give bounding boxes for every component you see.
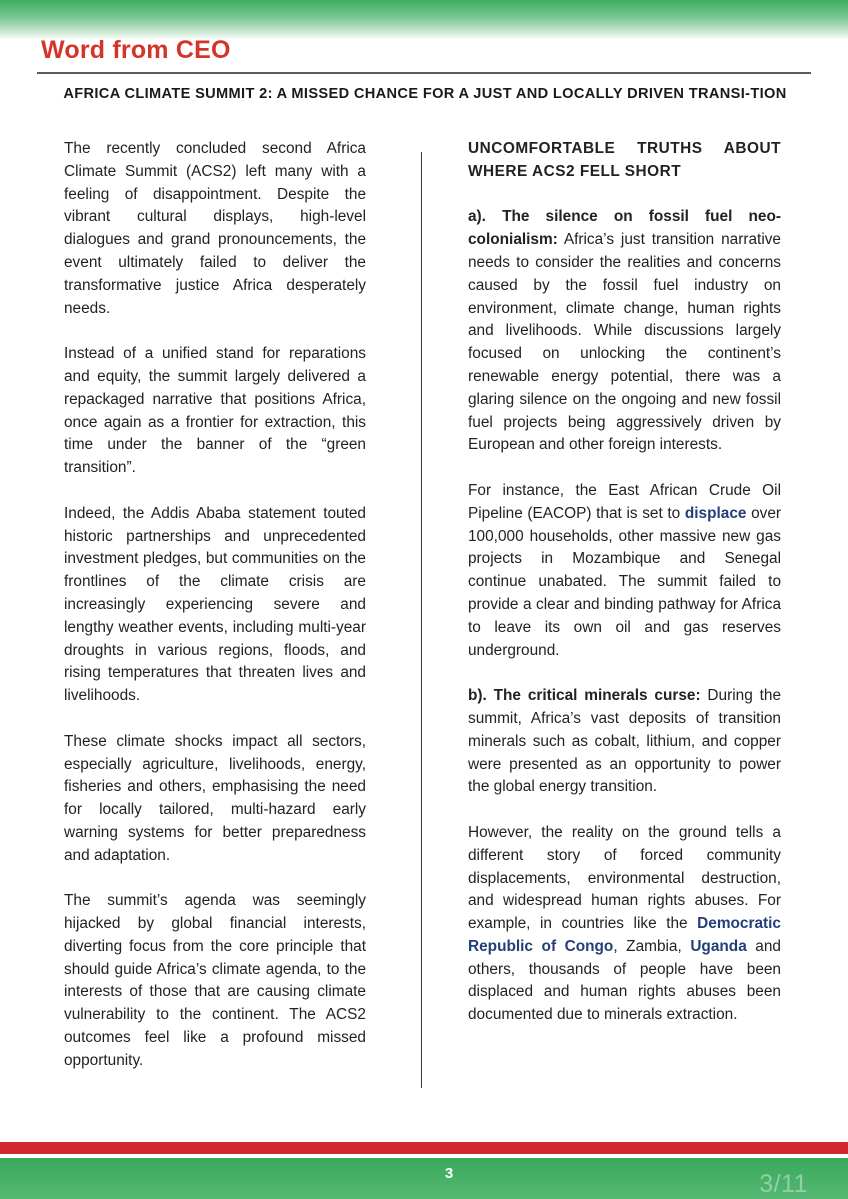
point-a-text: Africa’s just transition narrative needs to consider the realities and concerns caused by the fossil fuel industry on environment, climate change, human rights and livelihoods. While discussions largely focused on unlocking the continent’s renewable energy potential, there was a glaring silence on the ongoing and new fossil fuel projects being aggressively driven by European and other foreign interests.: [468, 231, 781, 454]
paragraph-climate-shocks: These climate shocks impact all sectors, especially agriculture, livelihoods, energy, fisheries and others, emphasising the need for locally tailored, multi-hazard early warning systems for better preparedness and adaptation.: [64, 732, 366, 864]
eacop-text-after: over 100,000 households, other massive new gas projects in Mozambique and Senegal continue unabated. The summit failed to provide a clear and binding pathway for Africa to leave its own oil and gas reserves underground.: [468, 504, 782, 659]
reality-text-after: and others, thousands of people have been displaced and human rights abuses been documented due to minerals extraction.: [468, 937, 781, 1024]
point-b-text: During the summit, Africa’s vast deposits of transition minerals such as cobalt, lithium, and copper were presented as an opportunity to power the global energy transition.: [468, 687, 781, 796]
title-divider: [37, 72, 811, 74]
paragraph-addis-statement: Indeed, the Addis Ababa statement touted historic partnerships and unprecedented investment pledges, but communities on the frontlines of the climate crisis are increasingly experiencing severe and lengthy weather events, including multi-year droughts in various regions, floods, and rising temperatures that threaten lives and livelihoods.: [64, 504, 366, 705]
top-green-band: [0, 0, 848, 40]
section-title: Word from CEO: [41, 36, 231, 64]
uganda-link[interactable]: Uganda: [690, 937, 747, 955]
paragraph-agenda-hijacked: The summit’s agenda was seemingly hijacked by global financial interests, diverting focus from the core principle that should guide Africa’s climate agenda, to the interests of those that are causing climate vulnerability to the continent. The ACS2 outcomes feel like a profound missed opportunity.: [64, 892, 366, 1069]
eacop-text-before: For instance, the East African Crude Oil Pipeline (EACOP) that is set to: [468, 481, 781, 522]
paragraph-intro: The recently concluded second Africa Climate Summit (ACS2) left many with a feeling of disappointment. Despite the vibrant cultural displays, high-level dialogues and grand pronouncements, the event ultimately failed to deliver the transformative justice Africa desperately needs.: [64, 140, 366, 317]
article-headline: AFRICA CLIMATE SUMMIT 2: A MISSED CHANCE FOR A JUST AND LOCALLY DRIVEN TRANSI-TION: [63, 86, 787, 102]
reality-text-before: However, the reality on the ground tells a different story of forced community displacements, environmental destruction, and widespread human rights abuses. For example, in countries like the: [468, 823, 781, 933]
column-divider: [421, 152, 422, 1088]
right-column: [468, 138, 781, 1050]
subheading-uncomfortable-truths: UNCOMFORTABLE TRUTHS ABOUT WHERE ACS2 FELL SHORT: [468, 140, 781, 180]
left-column: [64, 138, 366, 1095]
displace-link[interactable]: displace: [684, 504, 747, 522]
footer-red-stripe: [0, 1142, 848, 1154]
paragraph-eacop: [468, 480, 781, 662]
point-b-critical-minerals: [468, 685, 781, 799]
page-counter: 3/11: [759, 1170, 808, 1198]
paragraph-reality: [468, 822, 781, 1027]
paragraph-reparations: Instead of a unified stand for reparations and equity, the summit largely delivered a repackaged narrative that positions Africa, once again as a frontier for extraction, this time under the banner of the “green transition”.: [64, 345, 366, 477]
reality-text-middle: , Zambia,: [613, 937, 691, 955]
point-a-fossil-fuel: [468, 206, 781, 457]
point-b-label: b). The critical minerals curse:: [468, 687, 701, 705]
drc-link[interactable]: Democratic Republic of Congo: [468, 915, 781, 955]
page-number: 3: [444, 1165, 454, 1182]
point-a-label: a). The silence on fossil fuel neo-colonialism:: [468, 208, 781, 249]
